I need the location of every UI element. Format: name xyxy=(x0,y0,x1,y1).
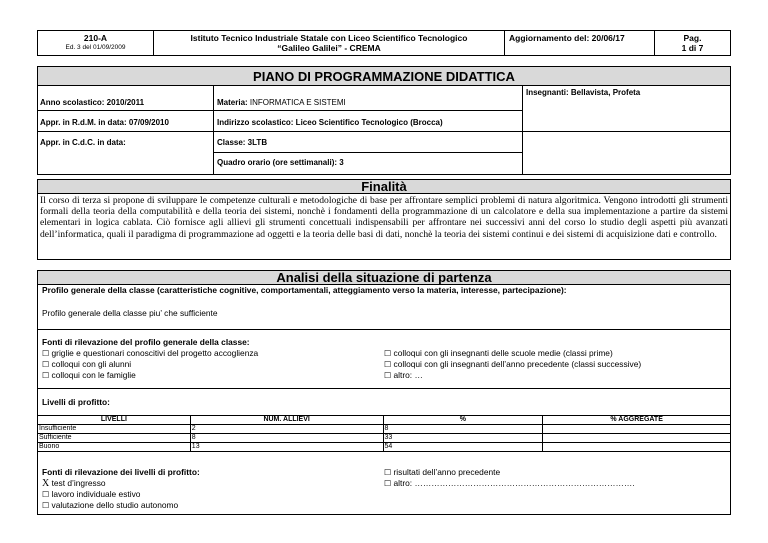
table-cell: 8 xyxy=(383,425,543,434)
table-row xyxy=(38,434,731,443)
plan-title: PIANO DI PROGRAMMAZIONE DIDATTICA xyxy=(37,66,731,86)
list-item: ☐ valutazione dello studio autonomo xyxy=(42,500,179,510)
plan-divider xyxy=(213,152,523,153)
profilo-label: Profilo generale della classe (caratteristiche cognitive, comportamentali, atteggiamento verso la materia, interesse, partecipazione): xyxy=(42,285,567,295)
fonti-livelli-left-list xyxy=(42,478,178,511)
list-item: X test d’ingresso xyxy=(42,478,106,489)
table-cell: Sufficiente xyxy=(38,434,191,443)
table-cell: 13 xyxy=(190,443,383,452)
list-item: ☐ griglie e questionari conoscitivi del progetto accoglienza xyxy=(42,348,259,358)
table-cell xyxy=(543,443,731,452)
plan-divider xyxy=(37,131,731,132)
livelli-table xyxy=(37,415,731,452)
section-divider xyxy=(37,329,731,330)
table-cell: 54 xyxy=(383,443,543,452)
fonti-label: Fonti di rilevazione del profilo generale della classe: xyxy=(42,337,250,347)
column-header: LIVELLI xyxy=(38,416,191,425)
checkbox-icon: ☐ xyxy=(42,501,50,510)
fonti-right-list xyxy=(384,348,641,381)
plan-divider xyxy=(37,110,523,111)
list-item: ☐ lavoro individuale estivo xyxy=(42,489,141,499)
checkbox-icon: ☐ xyxy=(384,360,392,369)
materia-value: INFORMATICA E SISTEMI xyxy=(249,98,346,107)
list-item: ☐ colloqui con gli alunni xyxy=(42,359,132,369)
institute-line-2: “Galileo Galilei” - CREMA xyxy=(277,43,381,53)
table-header-row xyxy=(38,416,731,425)
update-date: Aggiornamento del: 20/06/17 xyxy=(509,33,625,43)
appr-cdc: Appr. in C.d.C. in data: xyxy=(40,138,126,147)
page-label: Pag. xyxy=(683,33,702,43)
checked-mark: X xyxy=(42,478,50,489)
table-row xyxy=(38,443,731,452)
checkbox-icon: ☐ xyxy=(42,360,50,369)
list-item: ☐ colloqui con gli insegnanti delle scuole medie (classi prime) xyxy=(384,348,613,358)
checkbox-icon: ☐ xyxy=(384,468,392,477)
list-item: ☐ altro: … xyxy=(384,370,423,380)
indirizzo: Indirizzo scolastico: Liceo Scientifico Tecnologico (Brocca) xyxy=(217,118,443,127)
fonti-left-list xyxy=(42,348,258,381)
page-cell xyxy=(654,30,731,56)
table-cell: Buono xyxy=(38,443,191,452)
materia-label: Materia: xyxy=(217,98,248,107)
table-cell: 2 xyxy=(190,425,383,434)
column-header: % xyxy=(383,416,543,425)
analisi-title: Analisi della situazione di partenza xyxy=(37,270,731,285)
checkbox-icon: ☐ xyxy=(384,371,392,380)
table-cell xyxy=(543,434,731,443)
institute-line-1: Istituto Tecnico Industriale Statale con Liceo Scientifico Tecnologico xyxy=(190,33,468,43)
anno-scolastico: Anno scolastico: 2010/2011 xyxy=(40,98,145,107)
doc-code: 210-A xyxy=(83,33,108,43)
plan-divider xyxy=(522,85,523,175)
list-item: ☐ colloqui con le famiglie xyxy=(42,370,136,380)
doc-edition: Ed. 3 del 01/09/2009 xyxy=(65,44,126,51)
appr-rdm: Appr. in R.d.M. in data: 07/09/2010 xyxy=(40,118,169,127)
checkbox-icon: ☐ xyxy=(384,479,392,488)
column-header: NUM. ALLIEVI xyxy=(190,416,383,425)
page-number: 1 di 7 xyxy=(681,43,704,53)
doc-code-cell xyxy=(37,30,154,56)
quadro-orario: Quadro orario (ore settimanali): 3 xyxy=(217,158,344,167)
list-item: ☐ colloqui con gli insegnanti dell’anno precedente (classi successive) xyxy=(384,359,642,369)
institute-cell xyxy=(153,30,505,56)
finalita-title: Finalità xyxy=(37,179,731,194)
checkbox-icon: ☐ xyxy=(42,371,50,380)
checkbox-icon: ☐ xyxy=(42,490,50,499)
fonti-livelli-right-list xyxy=(384,467,635,489)
table-cell xyxy=(543,425,731,434)
checkbox-icon: ☐ xyxy=(384,349,392,358)
table-row xyxy=(38,425,731,434)
list-item: ☐ altro: ……………………………………………………………………. xyxy=(384,478,635,488)
profilo-value: Profilo generale della classe piu’ che sufficiente xyxy=(42,308,218,318)
classe: Classe: 3LTB xyxy=(217,138,268,147)
section-divider xyxy=(37,388,731,389)
column-header: % AGGREGATE xyxy=(543,416,731,425)
table-cell: 8 xyxy=(190,434,383,443)
checkbox-icon: ☐ xyxy=(42,349,50,358)
list-item: ☐ risultati dell’anno precedente xyxy=(384,467,501,477)
insegnanti: Insegnanti: Bellavista, Profeta xyxy=(526,88,641,97)
finalita-text: Il corso di terza si propone di sviluppare le competenze culturali e metodologiche di base per affrontare semplici problemi di natura algoritmica. Vengono introdotti gli strumenti formali della teoria della computabilità e della teoria dei sistemi, nonchè i fondamenti della programmazione di un calcolatore e della sua implementazione a partire da sistemi elementari in logica cablata. Ciò fornisce agli allievi gli strumenti concettuali indispensabili per affrontare nei successivi anni del corso lo studio degli aspetti più avanzati dell’informatica, quali il paradigma di programmazione ad oggetti e la teoria delle basi di dati, nonchè la teoria dei sistemi continui e dei sistemi di acquisizione dati e controllo. xyxy=(37,193,731,260)
fonti-livelli-label: Fonti di rilevazione dei livelli di profitto: xyxy=(42,467,200,477)
materia xyxy=(217,98,346,107)
livelli-label: Livelli di profitto: xyxy=(42,397,110,407)
update-cell xyxy=(504,30,655,56)
plan-divider xyxy=(213,85,214,175)
table-cell: Insufficiente xyxy=(38,425,191,434)
table-cell: 33 xyxy=(383,434,543,443)
